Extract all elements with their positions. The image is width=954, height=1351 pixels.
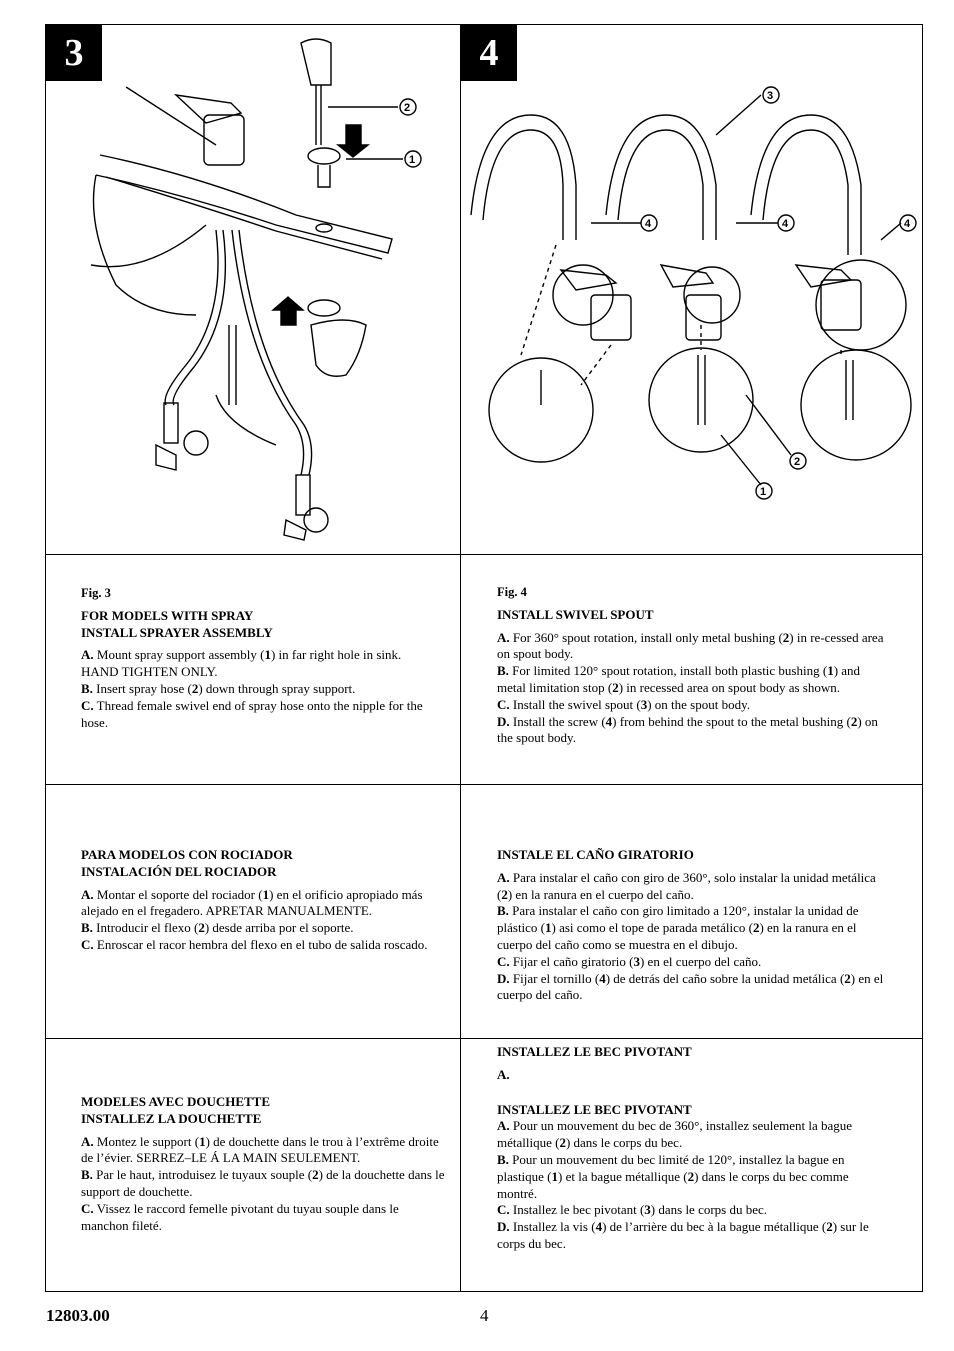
figure-4-callout-1: 1 xyxy=(760,486,767,498)
figure-3-title-line1: FOR MODELS WITH SPRAY xyxy=(81,607,254,623)
figure-3-illustration xyxy=(46,25,460,554)
spanish-spout-step-c: C. Fijar el caño giratorio (3) en el cuerpo del caño. xyxy=(497,953,762,969)
figure-3-english-text xyxy=(81,585,446,731)
spanish-spout-step-b: B. Para instalar el caño con giro limitado a 120°, instalar la unidad de plástico (1) asi como el tope de parada metálico (2) en la ranura en el cuerpo del caño como se muestra en el dibujo. xyxy=(497,903,859,952)
french-spout-step-c: C. Installez le bec pivotant (3) dans le corps du bec. xyxy=(497,1202,768,1218)
spanish-spout-title: INSTALE EL CAÑO GIRATORIO xyxy=(497,847,694,862)
french-spout-title: INSTALLEZ LE BEC PIVOTANT xyxy=(497,1101,692,1117)
french-spout-a-top: A. xyxy=(497,1066,510,1082)
figure-3-callout-1: 1 xyxy=(409,154,416,166)
figure-3-step-a: A. Mount spray support assembly (1) in far right hole in sink. HAND TIGHTEN ONLY. xyxy=(81,647,402,680)
row-divider-1 xyxy=(45,554,923,555)
figure-4-callout-4c: 4 xyxy=(904,218,911,230)
spanish-spout-step-a: A. Para instalar el caño con giro de 360°, solo instalar la unidad metálica (2) en la ranura en el cuerpo del caño. xyxy=(497,869,876,902)
french-spray-step-b: B. Par le haut, introduisez le tuyaux souple (2) de la douchette dans le support de douchette. xyxy=(81,1167,445,1199)
document-code: 12803.00 xyxy=(46,1306,110,1325)
figure-4-label: Fig. 4 xyxy=(497,585,527,599)
spanish-spray-step-a: A. Montar el soporte del rociador (1) en el orificio apropiado más alejado en el fregadero. APRETAR MANUALMENTE. xyxy=(81,886,423,919)
spanish-spray-step-b: B. Introducir el flexo (2) desde arriba por el soporte. xyxy=(81,920,354,936)
french-spout-text xyxy=(497,1044,872,1253)
french-spout-step-b: B. Pour un mouvement du bec limité de 120°, installez la bague en plastique (1) et la bague métallique (2) dans le corps du bec comme montré. xyxy=(497,1151,849,1201)
figure-4-step-c: C. Install the swivel spout (3) on the spout body. xyxy=(497,696,751,712)
figure-4-callout-4a: 4 xyxy=(645,218,652,230)
page-number: 4 xyxy=(480,1306,489,1325)
french-spout-step-d: D. Installez la vis (4) de l’arrière du bec à la bague métallique (2) sur le corps du bec. xyxy=(497,1219,869,1251)
figure-4-illustration xyxy=(461,25,923,554)
spanish-spout-step-d: D. Fijar el tornillo (4) de detrás del caño sobre la unidad metálica (2) en el cuerpo del caño. xyxy=(497,970,884,1003)
figure-3-label: Fig. 3 xyxy=(81,586,111,600)
figure-4-callout-4b: 4 xyxy=(782,218,789,230)
figure-3-step-c: C. Thread female swivel end of spray hose onto the nipple for the hose. xyxy=(81,697,423,730)
french-spray-step-a: A. Montez le support (1) de douchette dans le trou à l’extrême droite de l’évier. SERREZ–LE Á LA MAIN SEULEMENT. xyxy=(81,1133,439,1166)
french-spout-title-top: INSTALLEZ LE BEC PIVOTANT xyxy=(497,1044,692,1059)
figure-4-step-a: A. For 360° spout rotation, install only metal bushing (2) in re-cessed area on spout body. xyxy=(497,629,884,662)
spanish-spray-title-line1: PARA MODELOS CON ROCIADOR xyxy=(81,847,293,862)
french-spout-step-a: A. Pour un mouvement du bec de 360°, installez seulement la bague métallique (2) dans le corps du bec. xyxy=(497,1118,853,1151)
figure-3-callout-2: 2 xyxy=(404,102,411,114)
spanish-spray-text xyxy=(81,847,446,954)
figure-4-number: 4 xyxy=(461,25,517,81)
spanish-spout-text xyxy=(497,847,892,1004)
figure-4-title: INSTALL SWIVEL SPOUT xyxy=(497,606,654,622)
figure-3-title-line2: INSTALL SPRAYER ASSEMBLY xyxy=(81,624,273,640)
french-spray-step-c: C. Vissez le raccord femelle pivotant du tuyau souple dans le manchon fileté. xyxy=(81,1200,399,1233)
french-spray-text xyxy=(81,1094,446,1234)
figure-3-step-b: B. Insert spray hose (2) down through spray support. xyxy=(81,680,356,696)
french-spray-title-line2: INSTALLEZ LA DOUCHETTE xyxy=(81,1110,262,1126)
row-divider-2 xyxy=(45,784,923,785)
spanish-spray-title-line2: INSTALACIÓN DEL ROCIADOR xyxy=(81,863,277,879)
figure-4-english-text xyxy=(497,584,887,747)
french-spray-title-line1: MODELES AVEC DOUCHETTE xyxy=(81,1094,271,1109)
figure-4-callout-2: 2 xyxy=(794,456,801,468)
row-divider-3 xyxy=(45,1038,923,1039)
figure-3-number: 3 xyxy=(46,25,102,81)
figure-4-step-d: D. Install the screw (4) from behind the spout to the metal bushing (2) on the spout body. xyxy=(497,713,878,746)
spanish-spray-step-c: C. Enroscar el racor hembra del flexo en el tubo de salida roscado. xyxy=(81,936,428,952)
figure-4-step-b: B. For limited 120° spout rotation, install both plastic bushing (1) and metal limitation stop (2) in recessed area on spout body as shown. xyxy=(497,663,861,695)
figure-4-callout-3: 3 xyxy=(767,90,774,102)
